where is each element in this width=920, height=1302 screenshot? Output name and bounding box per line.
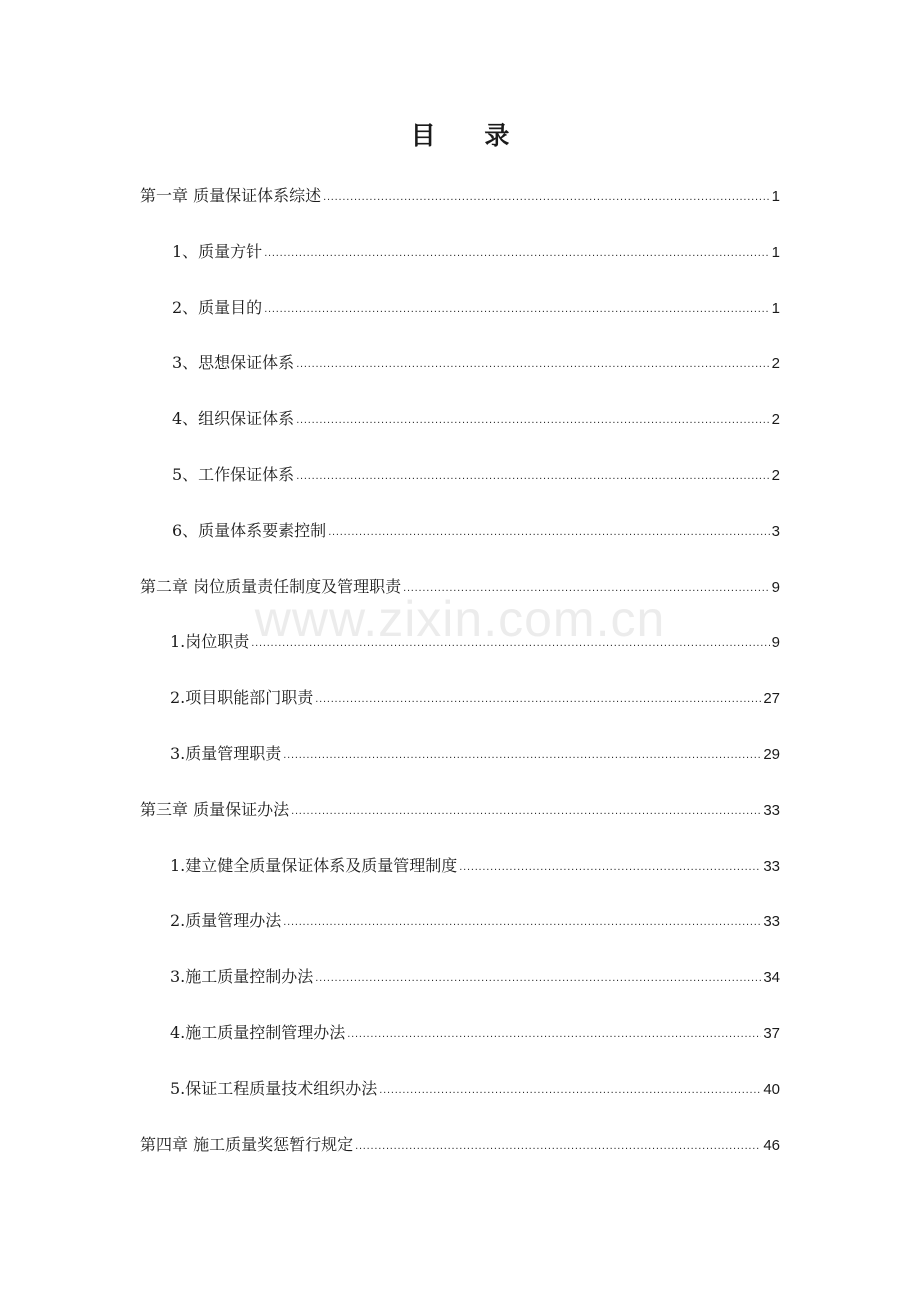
toc-page-number: 3 xyxy=(771,522,780,540)
toc-entry-1-3[interactable] xyxy=(140,335,780,391)
toc-entry-text: 6、质量体系要素控制 xyxy=(172,520,327,540)
toc-entry-2-2[interactable] xyxy=(140,670,780,726)
toc-dot-leader xyxy=(379,1063,761,1119)
toc-entry-text: 3.施工质量控制办法 xyxy=(170,967,314,987)
toc-page-number: 33 xyxy=(763,801,780,819)
toc-dot-leader xyxy=(296,449,769,505)
toc-entry-text: 1.岗位职责 xyxy=(170,632,250,652)
toc-page-number: 9 xyxy=(771,634,780,652)
toc-entry-3-2[interactable] xyxy=(140,893,780,949)
toc-dot-leader xyxy=(283,728,761,784)
toc-page-number: 2 xyxy=(771,355,780,373)
toc-entry-3-3[interactable] xyxy=(140,949,780,1005)
toc-entry-text: 4.施工质量控制管理办法 xyxy=(170,1022,346,1042)
toc-entry-text: 3.质量管理职责 xyxy=(170,743,282,763)
toc-entry-1-2[interactable] xyxy=(140,280,780,336)
toc-entry-text: 2.项目职能部门职责 xyxy=(170,688,314,708)
toc-entry-chapter-3[interactable] xyxy=(140,782,780,838)
toc-entry-text: 5.保证工程质量技术组织办法 xyxy=(170,1078,378,1098)
toc-entry-text: 2、质量目的 xyxy=(172,297,263,317)
toc-entry-2-3[interactable] xyxy=(140,726,780,782)
toc-entry-1-5[interactable] xyxy=(140,447,780,503)
toc-dot-leader xyxy=(328,505,769,561)
toc-entry-text: 1、质量方针 xyxy=(172,241,263,261)
toc-entry-3-5[interactable] xyxy=(140,1061,780,1117)
toc-page-number: 29 xyxy=(763,745,780,763)
toc-dot-leader xyxy=(291,784,761,840)
toc-dot-leader xyxy=(296,393,769,449)
toc-dot-leader xyxy=(347,1007,761,1063)
toc-entry-2-1[interactable] xyxy=(140,614,780,670)
toc-page-number: 1 xyxy=(771,299,780,317)
toc-entry-text: 第三章 质量保证办法 xyxy=(140,799,290,819)
toc-page-number: 2 xyxy=(771,466,780,484)
toc-dot-leader xyxy=(264,226,769,282)
toc-entry-chapter-2[interactable] xyxy=(140,559,780,615)
toc-dot-leader xyxy=(315,951,761,1007)
toc-dot-leader xyxy=(323,170,770,226)
toc-entry-3-1[interactable] xyxy=(140,838,780,894)
toc-entry-text: 第二章 岗位质量责任制度及管理职责 xyxy=(140,576,402,596)
page-title: 目 录 xyxy=(410,121,530,150)
toc-page-number: 1 xyxy=(771,243,780,261)
toc-entry-text: 第一章 质量保证体系综述 xyxy=(140,186,322,205)
toc-entry-text: 2.质量管理办法 xyxy=(170,911,282,931)
toc-page-number: 2 xyxy=(771,411,780,429)
toc-dot-leader xyxy=(355,1119,761,1175)
toc-dot-leader xyxy=(403,561,770,617)
toc-entry-3-4[interactable] xyxy=(140,1005,780,1061)
toc-entry-text: 第四章 施工质量奖惩暂行规定 xyxy=(140,1134,354,1154)
toc-entry-text: 4、组织保证体系 xyxy=(172,409,295,429)
toc-entry-text: 1.建立健全质量保证体系及质量管理制度 xyxy=(170,855,458,875)
toc-page-number: 37 xyxy=(763,1024,780,1042)
toc-dot-leader xyxy=(296,337,769,393)
toc-entry-1-1[interactable] xyxy=(140,224,780,280)
toc-dot-leader xyxy=(251,616,769,672)
toc-entry-1-4[interactable] xyxy=(140,391,780,447)
toc-entry-chapter-4[interactable] xyxy=(140,1117,780,1173)
toc-entry-text: 5、工作保证体系 xyxy=(172,464,295,484)
toc-entry-1-6[interactable] xyxy=(140,503,780,559)
toc-page-number: 27 xyxy=(763,690,780,708)
toc-dot-leader xyxy=(459,840,761,896)
toc-page-number: 33 xyxy=(763,857,780,875)
toc-dot-leader xyxy=(315,672,761,728)
toc-page-number: 33 xyxy=(763,913,780,931)
toc-page-number: 9 xyxy=(771,578,780,596)
toc-page-number: 1 xyxy=(771,188,780,205)
toc-entry-chapter-1[interactable] xyxy=(140,168,780,224)
toc-page-number: 40 xyxy=(763,1080,780,1098)
toc-dot-leader xyxy=(283,895,761,951)
toc-page-number: 34 xyxy=(763,969,780,987)
toc-page-number: 46 xyxy=(763,1136,780,1154)
toc-entry-text: 3、思想保证体系 xyxy=(172,353,295,373)
watermark: www.zixin.com.cn xyxy=(254,591,666,647)
table-of-contents xyxy=(140,168,780,1172)
toc-dot-leader xyxy=(264,282,769,338)
